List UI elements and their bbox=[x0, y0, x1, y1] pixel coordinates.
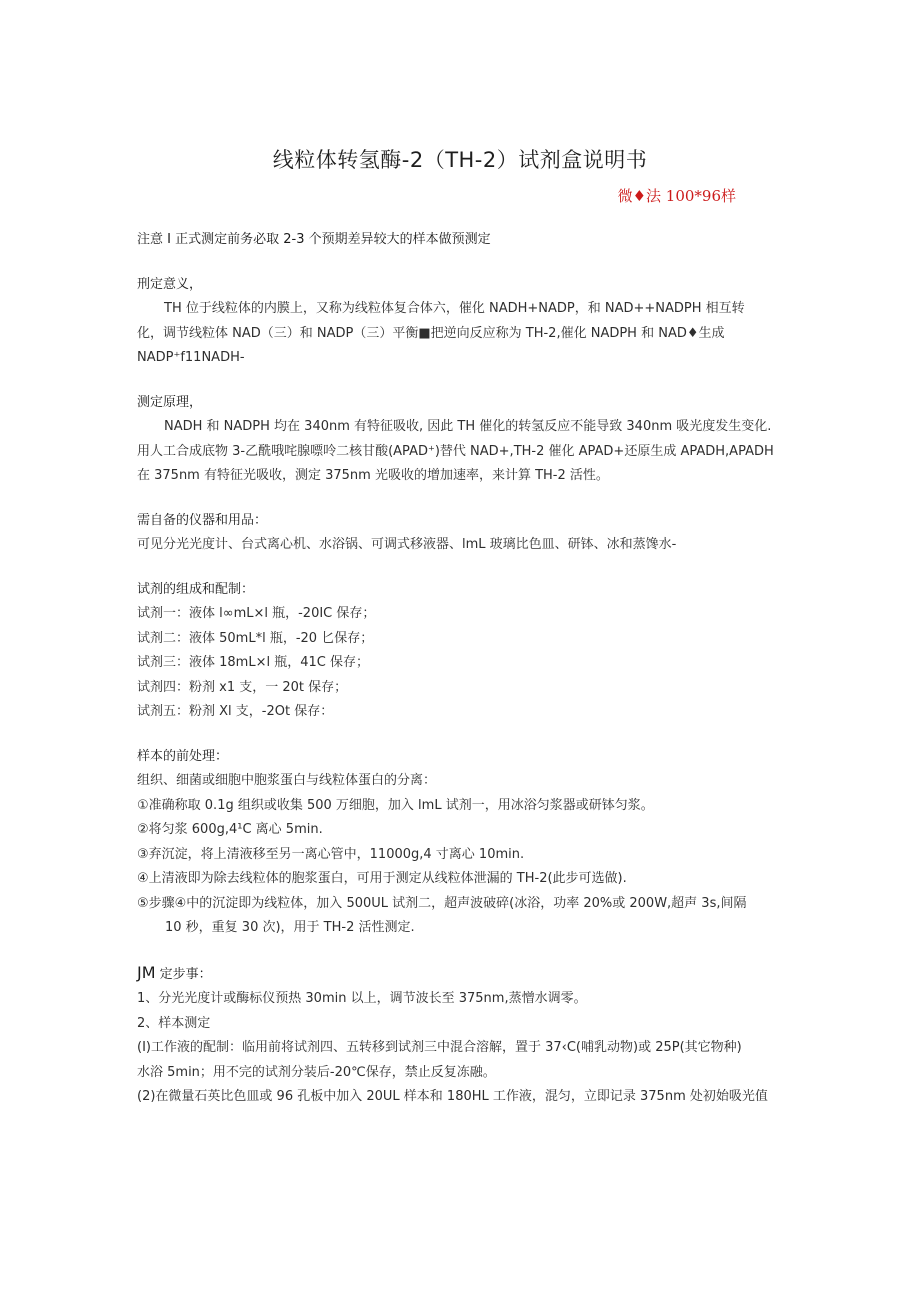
step-line: 1、分光光度计或酶标仪预热 30min 以上，调节波长至 375nm,蒸憎水调零。 bbox=[137, 991, 587, 1006]
principle-line: 在 375nm 有特征光吸收，测定 375nm 光吸收的增加速率，来计算 TH-2 活性。 bbox=[137, 468, 609, 483]
reagent-line: 试剂一：液体 l∞mL×l 瓶，-20IC 保存； bbox=[137, 606, 376, 621]
principle-line: NADH 和 NADPH 均在 340nm 有特征吸收, 因此 TH 催化的转氢反应不能导致 340nm 吸光度发生变化. bbox=[164, 419, 772, 434]
pretreatment-line: ④上清液即为除去线粒体的胞浆蛋白，可用于测定从线粒体泄漏的 TH-2(此步可选做). bbox=[137, 871, 627, 886]
method-subtitle: 微♦法 100*96样 bbox=[617, 187, 736, 205]
reagent-line: 试剂五：粉剂 Xl 支，-2Ot 保存： bbox=[137, 704, 334, 719]
principle-heading: 测定原理， bbox=[137, 394, 203, 410]
reagents-heading: 试剂的组成和配制： bbox=[137, 581, 255, 597]
step-line: (I)工作液的配制：临用前将试剂四、五转移到试剂三中混合溶解，置于 37‹C(哺乳动物)或 25P(其它物种) bbox=[137, 1040, 742, 1055]
steps-heading-suffix: 定步事： bbox=[155, 966, 212, 982]
equipment-line: 可见分光光度计、台式离心机、水浴锅、可调式移液器、lmL 玻璃比色皿、研钵、冰和蒸馋水- bbox=[137, 537, 677, 552]
steps-heading-prefix: JM bbox=[137, 962, 156, 982]
pretreatment-line: ⑤步骤④中的沉淀即为线粒体，加入 500UL 试剂二，超声波破碎(冰浴，功率 20%或 200W,超声 3s,间隔 bbox=[137, 895, 747, 911]
pretreatment-heading: 样本的前处理： bbox=[137, 748, 229, 764]
step-line: (2)在微量石英比色皿或 96 孔板中加入 20UL 样本和 180HL 工作液，混匀，立即记录 375nm 处初始吸光值 bbox=[137, 1089, 768, 1104]
significance-line: 化，调节线粒体 NAD（三）和 NADP（三）平衡■把逆向反应称为 TH-2,催化 NADPH 和 NAD♦生成 bbox=[137, 325, 725, 341]
significance-line: TH 位于线粒体的内膜上，又称为线粒体复合体六，催化 NADH+NADP，和 NAD++NADPH 相互转 bbox=[164, 301, 745, 316]
step-line: 水浴 5min；用不完的试剂分装后-20℃保存，禁止反复冻融。 bbox=[137, 1064, 496, 1080]
significance-heading: 刑定意义， bbox=[137, 276, 203, 292]
step-line: 2、样本测定 bbox=[137, 1015, 211, 1031]
document-title: 线粒体转氢酶-2（TH-2）试剂盒说明书 bbox=[272, 148, 648, 172]
pretreatment-line: 组织、细菌或细胞中胞浆蛋白与线粒体蛋白的分离： bbox=[137, 773, 437, 788]
reagent-line: 试剂二：液体 50mL*l 瓶，-20 匕保存； bbox=[137, 630, 374, 646]
pretreatment-line: ③弃沉淀，将上清液移至另一离心管中，11000g,4 寸离心 10min. bbox=[137, 846, 525, 862]
pretreatment-line: 10 秒，重复 30 次)，用于 TH-2 活性测定. bbox=[165, 920, 415, 935]
significance-line: NADP⁺f11NADH- bbox=[137, 350, 245, 365]
note-line: 注意 I 正式测定前务必取 2-3 个预期差异较大的样本做预测定 bbox=[137, 232, 491, 247]
principle-line: 用人工合成底物 3-乙酰哦咤腺嘌呤二核甘酸(APAD⁺)替代 NAD+,TH-2 催化 APAD+还原生成 APADH,APADH bbox=[137, 443, 774, 459]
equipment-heading: 需自备的仪器和用品： bbox=[137, 512, 268, 528]
reagent-line: 试剂四：粉剂 x1 支，一 20t 保存； bbox=[137, 679, 348, 695]
steps-heading bbox=[137, 961, 787, 988]
pretreatment-line: ①准确称取 0.1g 组织或收集 500 万细胞，加入 lmL 试剂一，用冰浴匀浆器或研钵匀浆。 bbox=[137, 797, 654, 813]
pretreatment-line: ②将匀浆 600g,4¹C 离心 5min. bbox=[137, 822, 323, 837]
reagent-line: 试剂三：液体 18mL×l 瓶，41C 保存； bbox=[137, 655, 369, 670]
document-body bbox=[137, 228, 787, 1110]
